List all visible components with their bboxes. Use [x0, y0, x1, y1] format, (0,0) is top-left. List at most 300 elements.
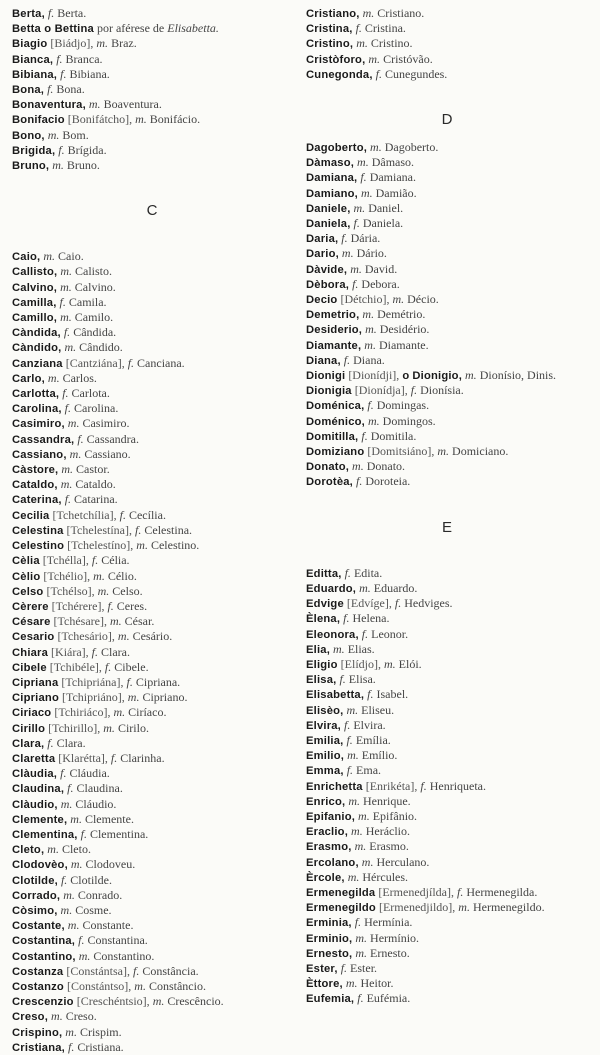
entry-headword: Donato,: [306, 461, 350, 474]
entry-headword: Ernesto,: [306, 947, 353, 960]
entry-gender: f.: [78, 933, 85, 948]
entry-pronunciation: [Kiára],: [51, 644, 89, 659]
dictionary-entry: [12, 128, 292, 143]
entry-headword: Enrico,: [306, 795, 346, 808]
entry-headword: Èttore,: [306, 978, 343, 991]
dictionary-entry: [306, 186, 588, 201]
entry-gender: m.: [65, 1024, 77, 1039]
entry-source-name: Elisabetta.: [167, 21, 219, 36]
dictionary-entry: [306, 931, 588, 946]
entry-translation: Desidério.: [379, 322, 430, 337]
entry-pronunciation: [Tchipriáno],: [61, 690, 125, 705]
entry-translation: Célio.: [107, 568, 137, 583]
entry-pronunciation: [Enrikéta],: [365, 778, 418, 793]
entry-gender: m.: [51, 1009, 63, 1024]
entry-translation: Cândida.: [73, 325, 117, 340]
entry-gender: f.: [343, 611, 350, 626]
entry-gender: m.: [346, 702, 359, 717]
entry-gender: f.: [375, 66, 382, 81]
dictionary-entry: [12, 1040, 292, 1055]
entry-pronunciation: [Klarétta],: [58, 750, 108, 765]
dictionary-entry: [12, 97, 292, 112]
entry-gender: f.: [60, 766, 67, 781]
entry-pronunciation: [Constántso],: [66, 978, 132, 993]
dictionary-entry: [12, 629, 292, 644]
dictionary-entry: [306, 794, 588, 809]
dictionary-entry: [12, 523, 292, 538]
entry-gender: f.: [67, 781, 74, 796]
entry-gender: m.: [47, 127, 60, 142]
dictionary-entry: [12, 432, 292, 447]
entry-gender: f.: [47, 82, 54, 97]
entry-gender: m.: [357, 155, 369, 170]
entry-translation: Celestino.: [150, 538, 200, 553]
entry-headword: Daniele,: [306, 202, 351, 215]
entry-headword: Eleonora,: [306, 628, 359, 641]
entry-gender: m.: [96, 36, 109, 51]
entry-translation: Casimiro.: [82, 416, 130, 431]
entries-c: [12, 249, 292, 1055]
entry-pronunciation: [Biádjo],: [50, 36, 94, 51]
entry-pronunciation: [Tchésare],: [53, 614, 107, 629]
entry-translation: Constantina.: [87, 933, 148, 948]
entry-headword: Eduardo,: [306, 582, 357, 595]
entry-translation: Canciana.: [137, 355, 185, 370]
entry-translation: Heráclio.: [365, 824, 411, 839]
entry-pronunciation: [Edvíge],: [346, 596, 392, 611]
entry-gender: m.: [70, 857, 83, 872]
entries-b: [12, 6, 292, 173]
dictionary-entry: [306, 368, 588, 383]
dictionary-entry: [306, 627, 588, 642]
dictionary-entry: [306, 763, 588, 778]
entry-gender: f.: [353, 216, 360, 231]
dictionary-entry: [306, 596, 588, 611]
entry-headword: Clàudia,: [12, 768, 58, 781]
entry-headword: Enrichetta: [306, 780, 363, 793]
entry-headword: Eligio: [306, 658, 338, 671]
dictionary-entry: [12, 873, 292, 888]
entry-headword: Damiano,: [306, 187, 358, 200]
dictionary-entry: [306, 566, 588, 581]
entry-gender: f.: [346, 732, 353, 747]
entry-headword: Domitilla,: [306, 430, 359, 443]
entry-gender: m.: [67, 918, 80, 933]
dictionary-entry: [306, 779, 588, 794]
dictionary-entry: [306, 733, 588, 748]
entry-headword: Berta,: [12, 8, 45, 20]
entry-headword: Emilia,: [306, 734, 344, 747]
entry-gender: f.: [126, 674, 133, 689]
entry-gender: m.: [437, 444, 450, 459]
entry-gender: f.: [344, 565, 351, 580]
entry-headword-variant: Dionigio,: [412, 370, 463, 383]
dictionary-entry: [306, 870, 588, 885]
entry-headword: Cesario: [12, 631, 55, 644]
entry-headword: Dàmaso,: [306, 157, 355, 170]
entry-conjunction: o: [402, 370, 410, 383]
entry-gender: m.: [88, 97, 101, 112]
dictionary-entry: [306, 429, 588, 444]
dictionary-entry: [12, 492, 292, 507]
entry-headword: Erminia,: [306, 917, 352, 930]
entry-headword: Costantina,: [12, 935, 76, 948]
entry-translation: Damiana.: [369, 170, 416, 185]
dictionary-entry: [306, 277, 588, 292]
entry-headword: Ercolano,: [306, 856, 359, 869]
entry-gender: f.: [339, 672, 346, 687]
entry-translation: Calvino.: [74, 279, 116, 294]
entry-headword: Caio,: [12, 251, 41, 264]
entry-translation: David.: [364, 261, 398, 276]
entry-translation: Domingos.: [382, 413, 436, 428]
dictionary-entry: [306, 748, 588, 763]
entry-pronunciation: [Cantziána],: [65, 355, 125, 370]
entry-gender: m.: [117, 629, 130, 644]
entry-headword: Carlotta,: [12, 388, 60, 401]
left-column: [12, 6, 292, 1055]
entry-headword: Cecilia: [12, 509, 50, 522]
dictionary-entry: [12, 766, 292, 781]
entry-pronunciation: [Tchélla],: [42, 553, 89, 568]
entry-headword: Daria,: [306, 233, 339, 246]
entry-translation: Cristino.: [370, 36, 413, 51]
entry-headword: Elisèo,: [306, 704, 344, 717]
dictionary-entry: [12, 477, 292, 492]
dictionary-entry: [12, 462, 292, 477]
entry-pronunciation: [Creschéntsio],: [76, 994, 150, 1009]
entry-translation: Dária.: [350, 231, 381, 246]
entry-gender: m.: [392, 292, 405, 307]
entry-gender: m.: [348, 793, 360, 808]
dictionary-entry: [12, 158, 292, 173]
entry-translation: Carlota.: [71, 386, 110, 401]
entry-translation: Calisto.: [75, 264, 113, 279]
entry-translation: Cláudio.: [75, 796, 117, 811]
dictionary-entry: [12, 249, 292, 264]
entry-headword: Erasmo,: [306, 841, 352, 854]
entry-pronunciation: [Détchio],: [340, 292, 390, 307]
dictionary-entry: [12, 979, 292, 994]
entry-headword: Cataldo,: [12, 479, 58, 492]
entry-headword: Crispino,: [12, 1026, 63, 1039]
entry-headword: Diamante,: [306, 339, 362, 352]
entry-pronunciation: [Tchélio],: [43, 568, 91, 583]
entry-translation: Clara.: [56, 735, 86, 750]
entry-translation: Domingas.: [376, 398, 430, 413]
dictionary-entry: [12, 447, 292, 462]
entry-translation: Hedviges.: [404, 596, 453, 611]
entry-translation: Ernesto.: [370, 945, 410, 960]
entry-translation: Henriqueta.: [429, 778, 487, 793]
entry-headword: Casimiro,: [12, 418, 65, 431]
dictionary-entry: [12, 553, 292, 568]
entry-headword: Callisto,: [12, 266, 58, 279]
dictionary-entry: [12, 356, 292, 371]
entry-translation: Célia.: [101, 553, 130, 568]
entry-translation: Crescêncio.: [167, 994, 224, 1009]
entry-headword: Càstore,: [12, 464, 59, 477]
dictionary-entry: [306, 216, 588, 231]
dictionary-entry: [306, 414, 588, 429]
dictionary-entry: [12, 736, 292, 751]
entry-gender: m.: [70, 811, 82, 826]
dictionary-entry: [306, 459, 588, 474]
entry-gender: m.: [43, 249, 56, 264]
dictionary-entry: [12, 52, 292, 67]
dictionary-entry: [12, 827, 292, 842]
dictionary-entry: [12, 401, 292, 416]
entry-pronunciation: [Ermenedjílda],: [378, 884, 454, 899]
dictionary-entry: [12, 964, 292, 979]
entry-headword: Còsimo,: [12, 904, 58, 917]
entry-headword: Brigida,: [12, 144, 56, 157]
entry-translation: Bonifácio.: [149, 112, 201, 127]
entry-translation: Cleto.: [61, 842, 91, 857]
entry-gender: m.: [352, 459, 364, 474]
entry-gender: m.: [347, 748, 359, 763]
entry-translation: Branca.: [65, 51, 103, 66]
entry-gender: f.: [104, 659, 112, 674]
entry-gender: m.: [64, 340, 77, 355]
entry-gender: m.: [364, 337, 376, 352]
entry-gender: m.: [60, 796, 73, 811]
dictionary-entry: [306, 231, 588, 246]
dictionary-entry: [306, 961, 588, 976]
entry-headword: Clementina,: [12, 828, 78, 841]
entry-gender: f.: [107, 598, 114, 613]
dictionary-entry: [306, 703, 588, 718]
entry-headword: Bono,: [12, 129, 45, 142]
entry-headword: Cassiano,: [12, 448, 67, 461]
dictionary-entry: [306, 36, 588, 51]
entry-gender: f.: [47, 735, 54, 750]
section-letter-c: C: [146, 202, 158, 220]
entry-headword: Cassandra,: [12, 433, 75, 446]
entry-headword: Costanzo: [12, 980, 64, 993]
entry-gender: m.: [345, 976, 358, 991]
entry-translation: Bona.: [56, 82, 85, 97]
entry-gender: f.: [410, 383, 418, 398]
entry-gender: m.: [47, 842, 59, 857]
entry-translation: Décio.: [407, 292, 439, 307]
entry-translation: César.: [124, 614, 155, 629]
entry-headword: Cleto,: [12, 844, 45, 857]
entry-translation: Isabel.: [376, 687, 409, 702]
dictionary-entry: [306, 642, 588, 657]
entry-translation: Clarinha.: [120, 750, 165, 765]
dictionary-entry: [306, 21, 588, 36]
entry-headword: Cunegonda,: [306, 68, 373, 81]
entry-translation: Eduardo.: [373, 580, 418, 595]
entry-translation: Daniel.: [368, 200, 404, 215]
entry-translation: Hermínio.: [370, 930, 420, 945]
entry-headword: Corrado,: [12, 889, 61, 902]
dictionary-entry: [12, 675, 292, 690]
entry-pronunciation: [Tchipriána],: [61, 674, 124, 689]
dictionary-entry: [12, 264, 292, 279]
dictionary-entry: [12, 812, 292, 827]
entry-gender: m.: [134, 978, 146, 993]
entry-headword: Cipriana: [12, 676, 59, 689]
entry-headword: Clemente,: [12, 813, 68, 826]
entry-gender: f.: [110, 750, 118, 765]
entry-gender: m.: [368, 413, 380, 428]
entry-headword: Ermenegilda: [306, 886, 376, 899]
entry-gender: m.: [136, 538, 148, 553]
entry-gender: m.: [362, 6, 375, 20]
entry-translation: Domitila.: [370, 428, 417, 443]
dictionary-entry: [12, 933, 292, 948]
entry-gender: f.: [67, 1039, 75, 1054]
entry-headword: Clàudio,: [12, 798, 58, 811]
entry-pronunciation: [Tchesário],: [57, 629, 115, 644]
dictionary-entry: [12, 690, 292, 705]
entry-headword: Canziana: [12, 357, 63, 370]
dictionary-entry: [306, 687, 588, 702]
entry-translation: Cipriana.: [135, 674, 181, 689]
entry-headword: Demetrio,: [306, 309, 360, 322]
entry-gender: f.: [367, 687, 374, 702]
entry-headword: Cristòforo,: [306, 53, 366, 66]
entry-headword: Dario,: [306, 248, 339, 261]
entry-gender: m.: [135, 112, 147, 127]
entry-headword: Càndida,: [12, 327, 61, 340]
entry-gender: m.: [47, 370, 60, 385]
dictionary-entry: [12, 67, 292, 82]
entry-translation: Clotilde.: [70, 872, 112, 887]
entry-pronunciation: [Domitsiáno],: [367, 444, 435, 459]
dictionary-entry: [12, 781, 292, 796]
dictionary-entry: [12, 903, 292, 918]
dictionary-entry: [12, 112, 292, 127]
entries-e: [306, 566, 588, 1007]
entry-gender: f.: [47, 6, 55, 20]
dictionary-entry: [306, 246, 588, 261]
entry-gender: m.: [60, 264, 72, 279]
entry-gender: f.: [62, 386, 69, 401]
dictionary-entry: [306, 262, 588, 277]
entry-gender: m.: [61, 462, 74, 477]
entry-gender: f.: [420, 778, 427, 793]
entry-headword: Elia,: [306, 643, 331, 656]
entry-gender: m.: [365, 322, 377, 337]
entry-headword: Camilla,: [12, 296, 57, 309]
entry-gender: f.: [60, 66, 67, 81]
entry-translation: Bruno.: [66, 158, 100, 173]
entry-pronunciation: [Tchélso],: [46, 583, 95, 598]
entry-translation: Creso.: [65, 1009, 97, 1024]
dictionary-entry: [12, 599, 292, 614]
entry-headword: Editta,: [306, 567, 342, 580]
entry-translation: Clara.: [101, 644, 131, 659]
dictionary-entry: [306, 855, 588, 870]
entry-gender: m.: [355, 930, 368, 945]
dictionary-entry: [12, 416, 292, 431]
entry-gender: m.: [347, 869, 360, 884]
entry-gender: m.: [52, 158, 64, 173]
right-column: [306, 6, 588, 1007]
entry-translation: Ema.: [356, 763, 382, 778]
entry-gender: f.: [340, 960, 348, 975]
entry-headword: Daniela,: [306, 218, 351, 231]
entry-translation: Camilo.: [74, 310, 114, 325]
entry-headword: Elisabetta,: [306, 689, 365, 702]
dictionary-entry: [306, 672, 588, 687]
entry-gender: f.: [457, 884, 464, 899]
entry-headword: Costante,: [12, 920, 65, 933]
entry-translation: Cristiana.: [77, 1039, 124, 1054]
entry-gender: m.: [78, 948, 91, 963]
dictionary-entry: [12, 645, 292, 660]
entry-gender: m.: [350, 261, 362, 276]
entry-gender: f.: [357, 991, 364, 1006]
dictionary-entry: [12, 660, 292, 675]
entry-gender: f.: [58, 142, 65, 157]
entry-gender: m.: [458, 900, 470, 915]
entry-gender: f.: [355, 21, 362, 36]
entry-headword: Bona,: [12, 84, 45, 97]
entry-translation: Brígida.: [67, 142, 107, 157]
dictionary-entry: [306, 581, 588, 596]
dictionary-entry: [12, 797, 292, 812]
dictionary-entry: [306, 338, 588, 353]
entry-gender: m.: [60, 902, 73, 917]
entry-translation: Elvira.: [353, 717, 386, 732]
entry-gender: m.: [355, 945, 368, 960]
entry-translation: Ceres.: [116, 598, 148, 613]
entry-translation: Carlos.: [62, 370, 97, 385]
entry-gender: f.: [352, 276, 359, 291]
entry-translation: Elisa.: [348, 672, 376, 687]
entry-pronunciation: [Tchelestíno],: [67, 538, 134, 553]
dictionary-entry: [306, 398, 588, 413]
entry-headword: Cristiano,: [306, 8, 360, 20]
entry-translation: Constâncio.: [148, 978, 206, 993]
entry-translation: Herculano.: [376, 854, 430, 869]
dictionary-entry: [306, 140, 588, 155]
entry-translation: Celestina.: [144, 522, 193, 537]
entry-headword: Carlo,: [12, 372, 45, 385]
entry-gender: f.: [367, 398, 374, 413]
entry-gender: m.: [362, 307, 375, 322]
entry-gender: f.: [394, 596, 402, 611]
dictionary-entry: [306, 474, 588, 489]
entry-gender: f.: [119, 507, 126, 522]
entry-translation: Ester.: [350, 960, 378, 975]
dictionary-entry: [12, 386, 292, 401]
entry-translation: Castor.: [76, 462, 110, 477]
entry-headword: Cèlio: [12, 570, 41, 583]
entry-headword: Dionigia: [306, 385, 352, 398]
entry-translation: Conrado.: [77, 887, 123, 902]
entry-translation: Donato.: [366, 459, 406, 474]
dictionary-entry: [306, 976, 588, 991]
entry-gender: m.: [356, 36, 368, 51]
entry-headword: Cristino,: [306, 38, 354, 51]
entry-translation: Braz.: [111, 36, 137, 51]
entry-gender: f.: [60, 872, 68, 887]
dictionary-entry: [306, 824, 588, 839]
entry-headword: Damiana,: [306, 172, 358, 185]
entry-gender: f.: [59, 294, 66, 309]
entry-translation: Helena.: [352, 611, 390, 626]
entry-headword: Bibiana,: [12, 68, 58, 81]
entry-pronunciation: [Dionídji],: [348, 368, 400, 383]
entry-translation: Claudina.: [76, 781, 123, 796]
entry-gender: m.: [60, 310, 72, 325]
entry-pronunciation: [Constántsa],: [66, 963, 130, 978]
